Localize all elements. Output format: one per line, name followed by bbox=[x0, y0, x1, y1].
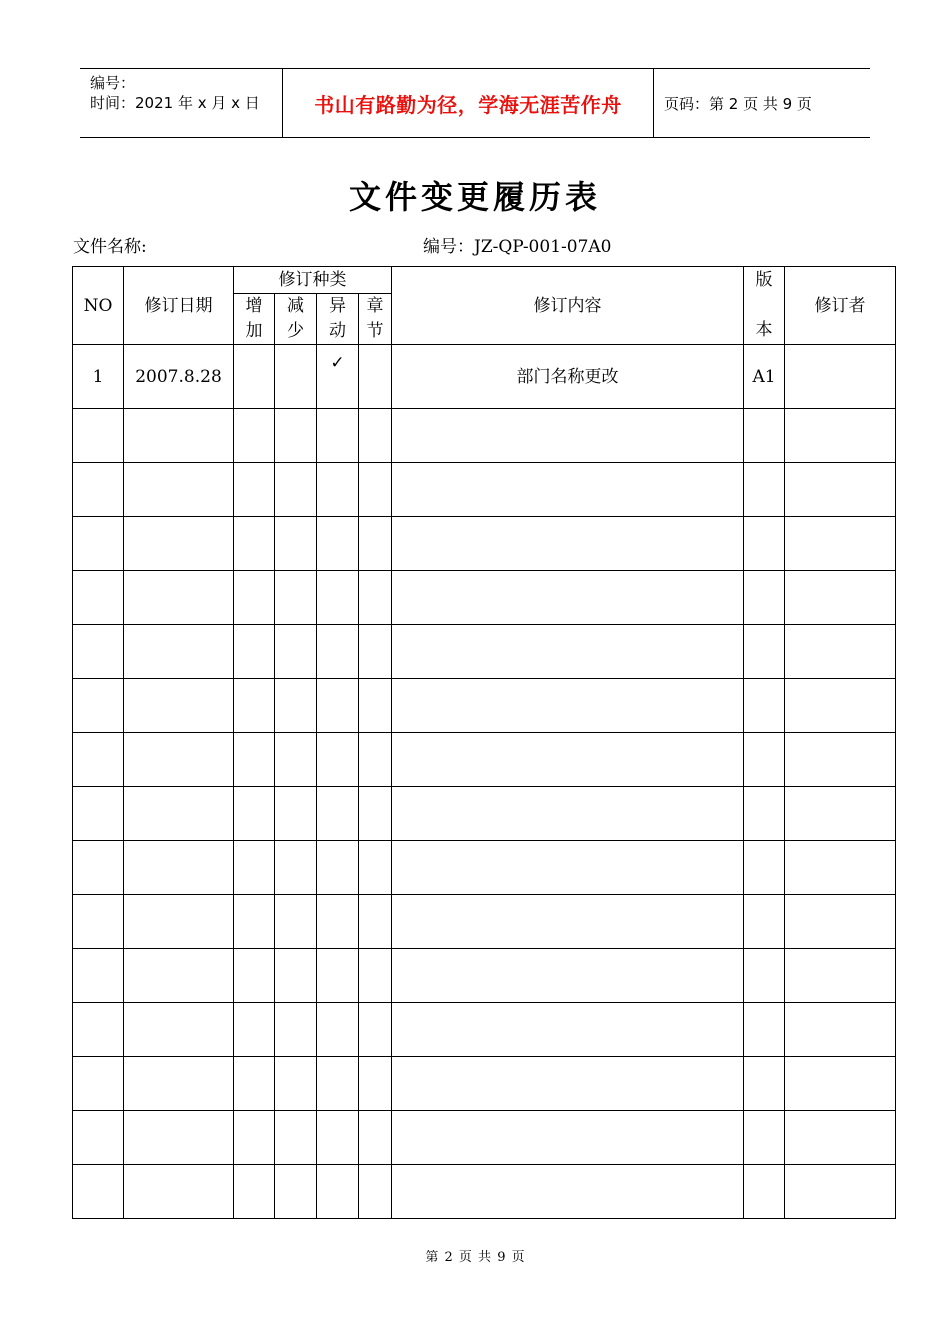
table-row bbox=[73, 1057, 896, 1111]
table-row bbox=[73, 841, 896, 895]
cell-chapter bbox=[359, 733, 392, 787]
table-row bbox=[73, 345, 896, 409]
header-chapter bbox=[359, 294, 392, 345]
header-reviser: 修订者 bbox=[785, 267, 896, 345]
cell-content bbox=[392, 841, 744, 895]
cell-no bbox=[73, 625, 124, 679]
cell-content bbox=[392, 571, 744, 625]
cell-content bbox=[392, 733, 744, 787]
table-header-row bbox=[73, 267, 896, 294]
cell-reviser bbox=[785, 1165, 896, 1219]
table-row bbox=[73, 787, 896, 841]
cell-reduce bbox=[275, 1165, 317, 1219]
header-revision-kind: 修订种类 bbox=[234, 267, 392, 294]
cell-content bbox=[392, 517, 744, 571]
cell-add bbox=[234, 733, 275, 787]
cell-no bbox=[73, 733, 124, 787]
header-version bbox=[744, 267, 785, 345]
cell-chapter bbox=[359, 1165, 392, 1219]
cell-reduce bbox=[275, 679, 317, 733]
cell-change bbox=[317, 787, 359, 841]
header-change-char-1: 异 bbox=[329, 296, 346, 316]
cell-chapter bbox=[359, 345, 392, 409]
cell-no bbox=[73, 1111, 124, 1165]
cell-change bbox=[317, 1057, 359, 1111]
table-row bbox=[73, 571, 896, 625]
file-name-label: 文件名称: bbox=[73, 237, 147, 257]
cell-version bbox=[744, 1003, 785, 1057]
cell-date bbox=[124, 787, 234, 841]
cell-add bbox=[234, 787, 275, 841]
cell-add bbox=[234, 1057, 275, 1111]
cell-reviser bbox=[785, 895, 896, 949]
cell-reviser bbox=[785, 571, 896, 625]
header-reduce-char-1: 减 bbox=[287, 296, 304, 316]
cell-version bbox=[744, 625, 785, 679]
cell-content: 部门名称更改 bbox=[392, 345, 744, 409]
cell-reviser bbox=[785, 409, 896, 463]
cell-date bbox=[124, 733, 234, 787]
cell-change bbox=[317, 679, 359, 733]
cell-date bbox=[124, 679, 234, 733]
cell-date bbox=[124, 949, 234, 1003]
cell-date bbox=[124, 463, 234, 517]
cell-chapter bbox=[359, 1057, 392, 1111]
cell-no bbox=[73, 1003, 124, 1057]
cell-content bbox=[392, 1003, 744, 1057]
cell-date bbox=[124, 409, 234, 463]
table-row bbox=[73, 463, 896, 517]
document-header bbox=[80, 68, 870, 138]
header-code-label: 编号： bbox=[90, 74, 136, 92]
cell-no bbox=[73, 409, 124, 463]
page-footer: 第 2 页 共 9 页 bbox=[425, 1250, 525, 1265]
header-info-cell bbox=[80, 69, 282, 137]
cell-reduce bbox=[275, 1111, 317, 1165]
cell-change bbox=[317, 517, 359, 571]
table-row bbox=[73, 679, 896, 733]
cell-no bbox=[73, 895, 124, 949]
cell-date bbox=[124, 1165, 234, 1219]
header-add-char-2: 加 bbox=[245, 321, 263, 341]
cell-version bbox=[744, 841, 785, 895]
cell-version bbox=[744, 1111, 785, 1165]
cell-add bbox=[234, 1165, 275, 1219]
cell-chapter bbox=[359, 895, 392, 949]
page-title: 文件变更履历表 bbox=[348, 178, 601, 216]
cell-version bbox=[744, 679, 785, 733]
cell-add bbox=[234, 841, 275, 895]
header-date: 修订日期 bbox=[124, 267, 234, 345]
cell-add bbox=[234, 571, 275, 625]
cell-add bbox=[234, 895, 275, 949]
table-row bbox=[73, 517, 896, 571]
header-motto: 书山有路勤为径，学海无涯苦作舟 bbox=[282, 69, 654, 137]
cell-reduce bbox=[275, 733, 317, 787]
cell-chapter bbox=[359, 409, 392, 463]
table-row bbox=[73, 949, 896, 1003]
header-version-char-1: 版 bbox=[755, 270, 773, 290]
cell-version bbox=[744, 517, 785, 571]
cell-no bbox=[73, 679, 124, 733]
header-add bbox=[234, 294, 275, 345]
cell-chapter bbox=[359, 463, 392, 517]
cell-change bbox=[317, 463, 359, 517]
cell-chapter bbox=[359, 625, 392, 679]
cell-reviser bbox=[785, 841, 896, 895]
cell-version: A1 bbox=[744, 345, 785, 409]
cell-date bbox=[124, 517, 234, 571]
cell-add bbox=[234, 1111, 275, 1165]
header-change-char-2: 动 bbox=[329, 321, 346, 341]
cell-reviser bbox=[785, 345, 896, 409]
cell-version bbox=[744, 895, 785, 949]
header-chapter-char-2: 节 bbox=[366, 321, 384, 341]
cell-reviser bbox=[785, 1003, 896, 1057]
cell-date: 2007.8.28 bbox=[124, 345, 234, 409]
cell-chapter bbox=[359, 1111, 392, 1165]
cell-reduce bbox=[275, 345, 317, 409]
cell-chapter bbox=[359, 679, 392, 733]
cell-no bbox=[73, 1165, 124, 1219]
header-reduce bbox=[275, 294, 317, 345]
cell-reduce bbox=[275, 409, 317, 463]
header-page-label: 页码：第 2 页 共 9 页 bbox=[664, 94, 812, 113]
cell-change bbox=[317, 625, 359, 679]
cell-version bbox=[744, 1165, 785, 1219]
cell-chapter bbox=[359, 1003, 392, 1057]
cell-add bbox=[234, 517, 275, 571]
cell-no bbox=[73, 841, 124, 895]
cell-reviser bbox=[785, 733, 896, 787]
cell-reduce bbox=[275, 1003, 317, 1057]
cell-add bbox=[234, 409, 275, 463]
cell-content bbox=[392, 1165, 744, 1219]
cell-add bbox=[234, 345, 275, 409]
table-row bbox=[73, 625, 896, 679]
cell-no bbox=[73, 571, 124, 625]
cell-no bbox=[73, 787, 124, 841]
header-no: NO bbox=[73, 267, 124, 345]
cell-reduce bbox=[275, 841, 317, 895]
cell-reduce bbox=[275, 463, 317, 517]
cell-date bbox=[124, 1003, 234, 1057]
cell-change bbox=[317, 841, 359, 895]
cell-change: ✓ bbox=[317, 345, 359, 409]
cell-content bbox=[392, 625, 744, 679]
cell-chapter bbox=[359, 571, 392, 625]
cell-content bbox=[392, 463, 744, 517]
cell-add bbox=[234, 1003, 275, 1057]
cell-reviser bbox=[785, 1057, 896, 1111]
cell-reduce bbox=[275, 949, 317, 1003]
cell-reduce bbox=[275, 571, 317, 625]
cell-reduce bbox=[275, 517, 317, 571]
header-date-label: 时间：2021 年 x 月 x 日 bbox=[90, 94, 260, 112]
table-row bbox=[73, 733, 896, 787]
cell-date bbox=[124, 841, 234, 895]
cell-no bbox=[73, 1057, 124, 1111]
table-row bbox=[73, 1165, 896, 1219]
cell-change bbox=[317, 733, 359, 787]
cell-chapter bbox=[359, 841, 392, 895]
cell-no bbox=[73, 463, 124, 517]
cell-no bbox=[73, 949, 124, 1003]
header-add-char-1: 增 bbox=[245, 296, 263, 316]
cell-change bbox=[317, 571, 359, 625]
cell-no: 1 bbox=[73, 345, 124, 409]
cell-reviser bbox=[785, 625, 896, 679]
cell-change bbox=[317, 1003, 359, 1057]
cell-reviser bbox=[785, 679, 896, 733]
cell-reviser bbox=[785, 787, 896, 841]
cell-add bbox=[234, 949, 275, 1003]
cell-reviser bbox=[785, 517, 896, 571]
revision-history-table bbox=[72, 266, 896, 1219]
cell-add bbox=[234, 625, 275, 679]
cell-chapter bbox=[359, 517, 392, 571]
cell-change bbox=[317, 895, 359, 949]
table-body bbox=[73, 345, 896, 1219]
cell-chapter bbox=[359, 949, 392, 1003]
cell-content bbox=[392, 679, 744, 733]
cell-date bbox=[124, 895, 234, 949]
cell-add bbox=[234, 679, 275, 733]
header-reduce-char-2: 少 bbox=[287, 321, 304, 341]
cell-reviser bbox=[785, 1111, 896, 1165]
header-chapter-char-1: 章 bbox=[366, 296, 384, 316]
cell-version bbox=[744, 787, 785, 841]
cell-no bbox=[73, 517, 124, 571]
header-content: 修订内容 bbox=[392, 267, 744, 345]
cell-content bbox=[392, 1111, 744, 1165]
cell-reviser bbox=[785, 463, 896, 517]
cell-content bbox=[392, 895, 744, 949]
cell-version bbox=[744, 571, 785, 625]
cell-reviser bbox=[785, 949, 896, 1003]
table-row bbox=[73, 895, 896, 949]
cell-change bbox=[317, 949, 359, 1003]
header-change bbox=[317, 294, 359, 345]
cell-content bbox=[392, 1057, 744, 1111]
cell-version bbox=[744, 733, 785, 787]
cell-chapter bbox=[359, 787, 392, 841]
cell-version bbox=[744, 409, 785, 463]
table-row bbox=[73, 409, 896, 463]
cell-content bbox=[392, 787, 744, 841]
cell-change bbox=[317, 409, 359, 463]
table-row bbox=[73, 1003, 896, 1057]
cell-version bbox=[744, 1057, 785, 1111]
document-number-label: 编号：JZ-QP-001-07A0 bbox=[423, 237, 612, 257]
cell-date bbox=[124, 571, 234, 625]
cell-reduce bbox=[275, 625, 317, 679]
cell-version bbox=[744, 949, 785, 1003]
cell-date bbox=[124, 1111, 234, 1165]
cell-version bbox=[744, 463, 785, 517]
cell-change bbox=[317, 1111, 359, 1165]
cell-reduce bbox=[275, 1057, 317, 1111]
cell-content bbox=[392, 949, 744, 1003]
table-row bbox=[73, 1111, 896, 1165]
cell-change bbox=[317, 1165, 359, 1219]
cell-reduce bbox=[275, 787, 317, 841]
cell-date bbox=[124, 625, 234, 679]
cell-date bbox=[124, 1057, 234, 1111]
cell-content bbox=[392, 409, 744, 463]
cell-reduce bbox=[275, 895, 317, 949]
header-version-char-2: 本 bbox=[755, 320, 773, 340]
cell-add bbox=[234, 463, 275, 517]
